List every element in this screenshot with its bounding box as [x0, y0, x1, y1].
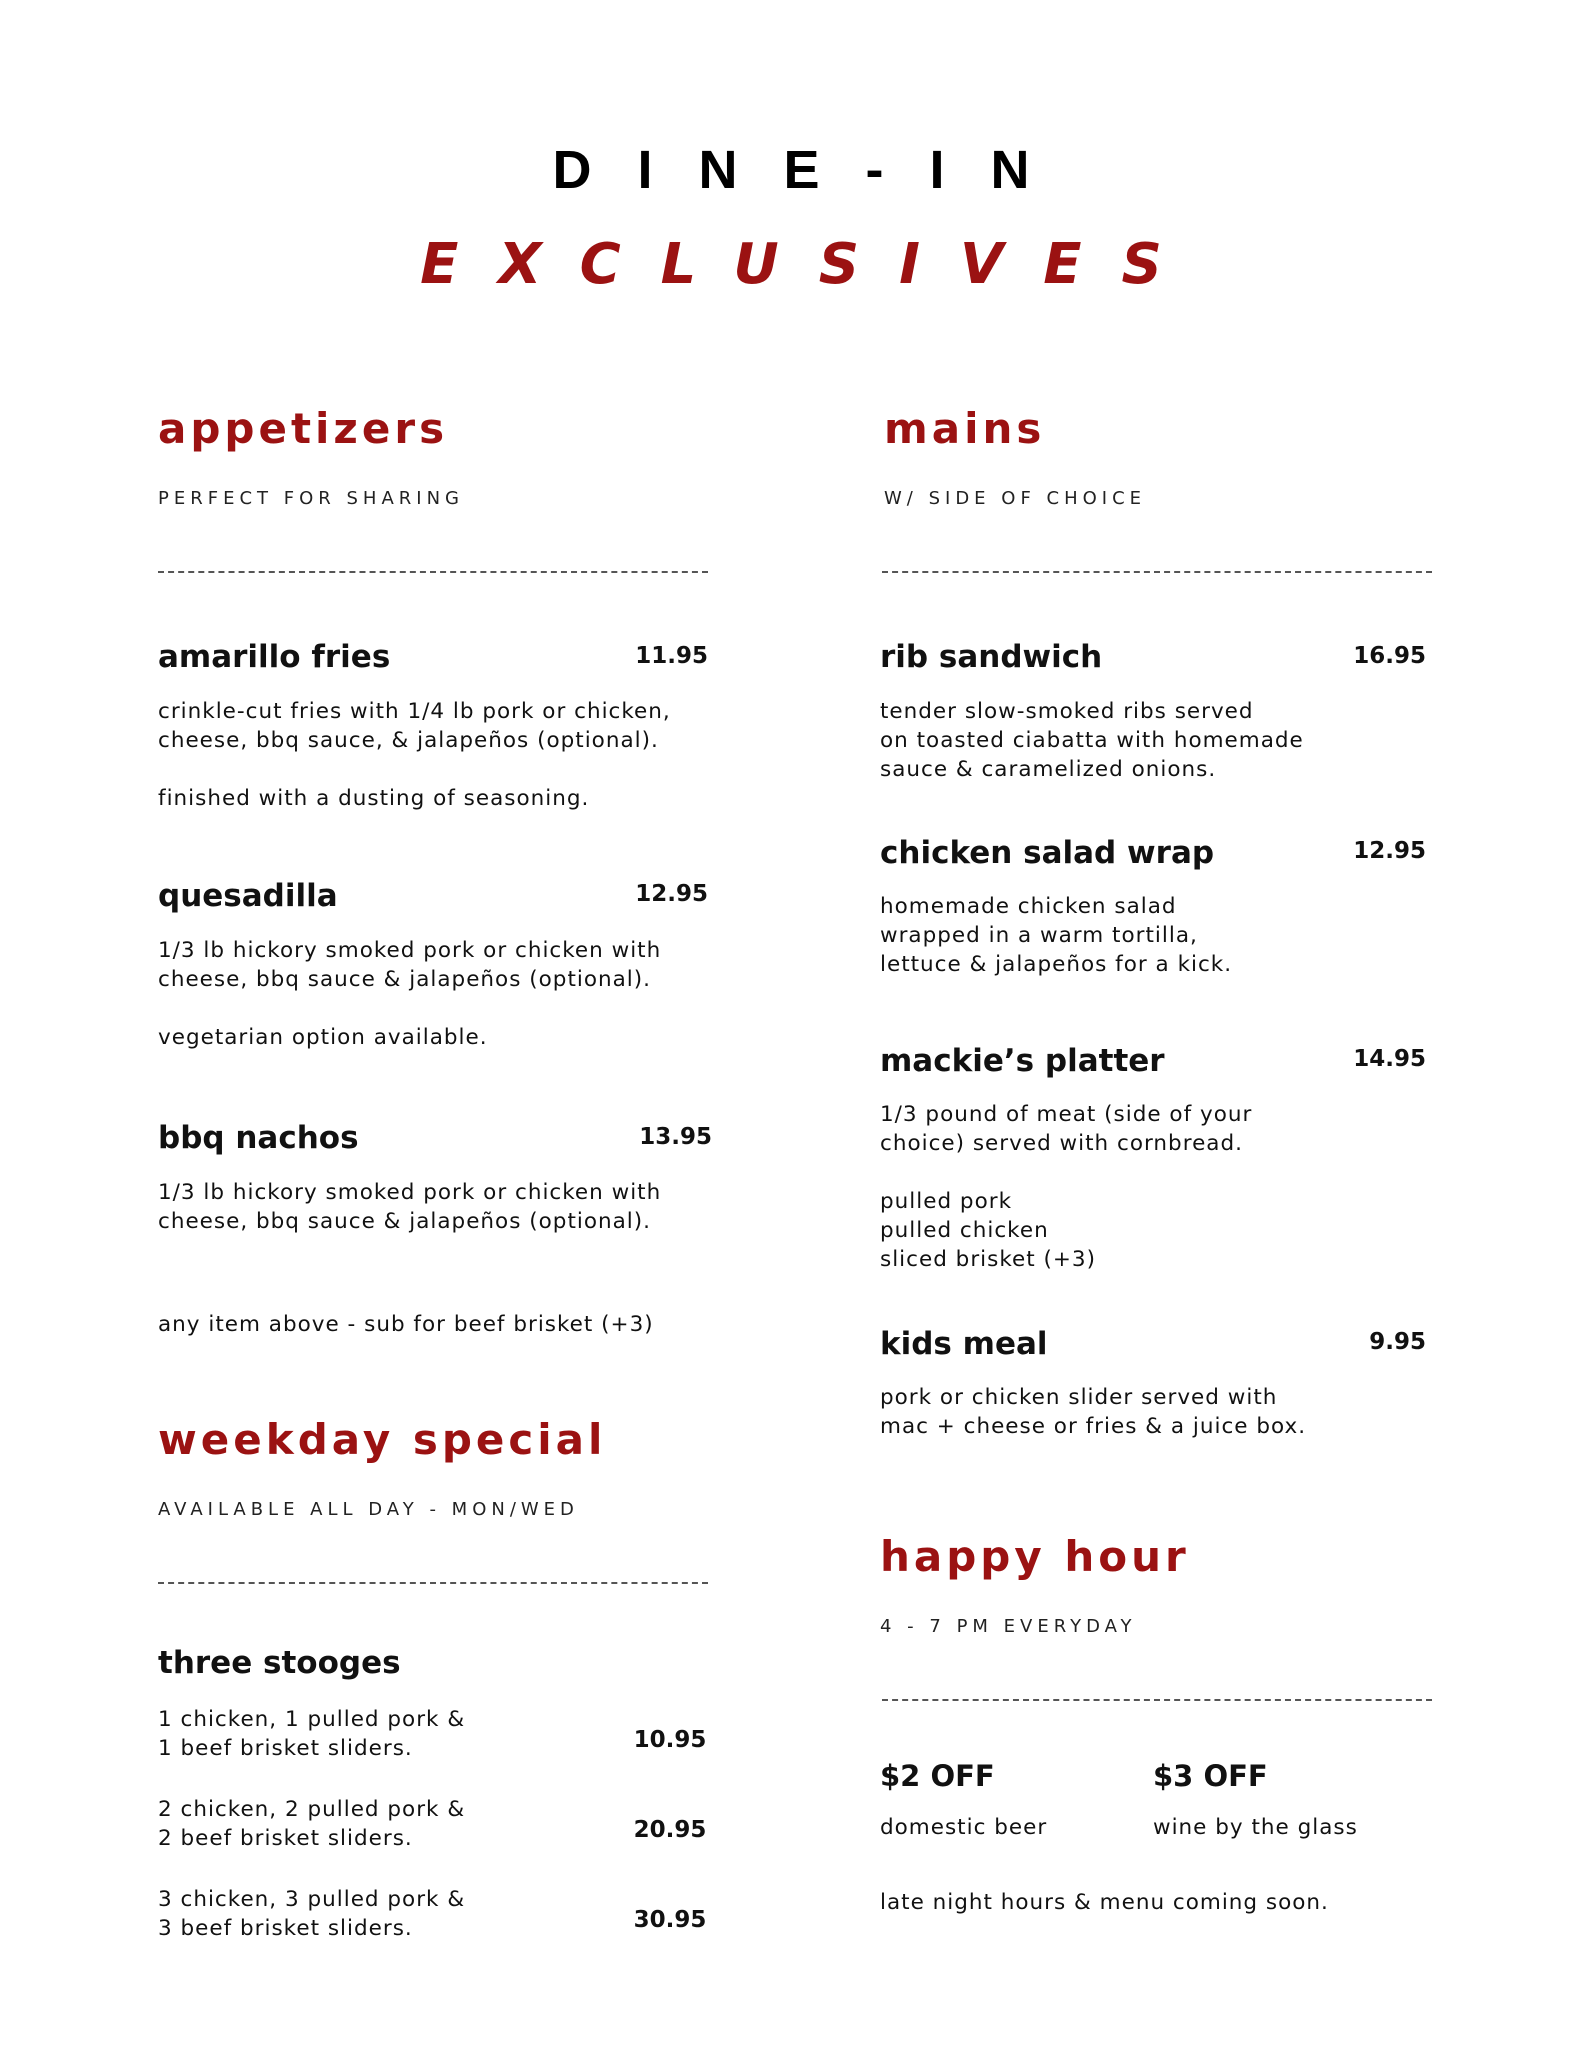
description-line: 1/3 lb hickory smoked pork or chicken with [158, 938, 662, 963]
title-exclusives: EXCLUSIVES [420, 232, 1202, 297]
slider-option-3 [158, 1885, 465, 1943]
item-name-chicken-salad-wrap: chicken salad wrap [880, 835, 1215, 871]
item-name-mackies-platter: mackie’s platter [880, 1043, 1165, 1079]
item-note-amarillo-fries: finished with a dusting of seasoning. [158, 786, 590, 811]
offer-2-off-label: domestic beer [880, 1815, 1048, 1840]
item-description-bbq-nachos [158, 1178, 661, 1236]
item-description-chicken-salad-wrap [880, 892, 1232, 979]
item-price-amarillo-fries: 11.95 [635, 643, 708, 669]
description-line: 2 beef brisket sliders. [158, 1826, 413, 1851]
slider-option-1 [158, 1705, 465, 1763]
mains-heading: mains [884, 404, 1046, 453]
appetizers-divider [158, 571, 708, 573]
description-line: choice) served with cornbread. [880, 1131, 1243, 1156]
item-description-kids-meal [880, 1383, 1306, 1441]
item-price-chicken-salad-wrap: 12.95 [1353, 838, 1426, 864]
item-price-quesadilla: 12.95 [635, 881, 708, 907]
appetizers-subtitle: PERFECT FOR SHARING [158, 488, 464, 509]
offer-3-off-title: $3 OFF [1153, 1759, 1268, 1793]
item-price-kids-meal: 9.95 [1369, 1329, 1426, 1355]
description-line: sauce & caramelized onions. [880, 757, 1217, 782]
item-name-amarillo-fries: amarillo fries [158, 639, 391, 675]
item-price-mackies-platter: 14.95 [1353, 1046, 1426, 1072]
weekday-divider [158, 1582, 708, 1584]
item-name-quesadilla: quesadilla [158, 878, 338, 914]
description-line: 1/3 lb hickory smoked pork or chicken with [158, 1180, 662, 1205]
description-line: 1/3 pound of meat (side of your [880, 1102, 1253, 1127]
description-line: 2 chicken, 2 pulled pork & [158, 1797, 466, 1822]
weekday-special-heading: weekday special [158, 1415, 607, 1464]
happy-hour-heading: happy hour [880, 1532, 1190, 1581]
happy-hour-divider [882, 1699, 1432, 1701]
description-line: cheese, bbq sauce & jalapeños (optional). [158, 967, 651, 992]
description-line: cheese, bbq sauce & jalapeños (optional). [158, 1209, 651, 1234]
slider-option-2-price: 20.95 [633, 1817, 707, 1843]
item-name-kids-meal: kids meal [880, 1326, 1048, 1362]
item-note-quesadilla: vegetarian option available. [158, 1025, 488, 1050]
description-line: cheese, bbq sauce, & jalapeños (optional). [158, 728, 659, 753]
appetizers-heading: appetizers [158, 404, 449, 453]
description-line: crinkle-cut fries with 1/4 lb pork or chicken, [158, 699, 671, 724]
description-line: mac + cheese or fries & a juice box. [880, 1414, 1307, 1439]
slider-option-2 [158, 1795, 465, 1853]
description-line: 1 beef brisket sliders. [158, 1736, 413, 1761]
offer-3-off-label: wine by the glass [1153, 1815, 1358, 1840]
weekday-special-subtitle: AVAILABLE ALL DAY - MON/WED [158, 1499, 579, 1520]
item-description-mackies-platter [880, 1100, 1252, 1158]
item-description-amarillo-fries [158, 697, 671, 755]
description-line: 1 chicken, 1 pulled pork & [158, 1707, 466, 1732]
slider-option-3-price: 30.95 [633, 1907, 707, 1933]
meat-option: sliced brisket (+3) [880, 1247, 1096, 1272]
item-name-rib-sandwich: rib sandwich [880, 639, 1103, 675]
title-dine-in: DINE-IN [552, 140, 1076, 200]
item-description-quesadilla [158, 936, 661, 994]
description-line: wrapped in a warm tortilla, [880, 923, 1198, 948]
platter-meat-options [880, 1187, 1096, 1274]
item-price-rib-sandwich: 16.95 [1353, 643, 1426, 669]
appetizers-footnote: any item above - sub for beef brisket (+3) [158, 1312, 654, 1337]
description-line: 3 chicken, 3 pulled pork & [158, 1887, 466, 1912]
description-line: homemade chicken salad [880, 894, 1177, 919]
meat-option: pulled pork [880, 1189, 1013, 1214]
item-description-rib-sandwich [880, 697, 1304, 784]
offer-2-off-title: $2 OFF [880, 1759, 995, 1793]
description-line: lettuce & jalapeños for a kick. [880, 952, 1233, 977]
late-night-note: late night hours & menu coming soon. [880, 1890, 1329, 1915]
meat-option: pulled chicken [880, 1218, 1049, 1243]
description-line: tender slow-smoked ribs served [880, 699, 1254, 724]
mains-subtitle: W/ SIDE OF CHOICE [884, 488, 1147, 509]
description-line: 3 beef brisket sliders. [158, 1916, 413, 1941]
item-name-three-stooges: three stooges [158, 1645, 401, 1681]
item-price-bbq-nachos: 13.95 [639, 1124, 712, 1150]
happy-hour-subtitle: 4 - 7 PM EVERYDAY [880, 1616, 1137, 1637]
slider-option-1-price: 10.95 [633, 1727, 707, 1753]
mains-divider [882, 571, 1432, 573]
description-line: pork or chicken slider served with [880, 1385, 1278, 1410]
description-line: on toasted ciabatta with homemade [880, 728, 1304, 753]
item-name-bbq-nachos: bbq nachos [158, 1120, 359, 1156]
